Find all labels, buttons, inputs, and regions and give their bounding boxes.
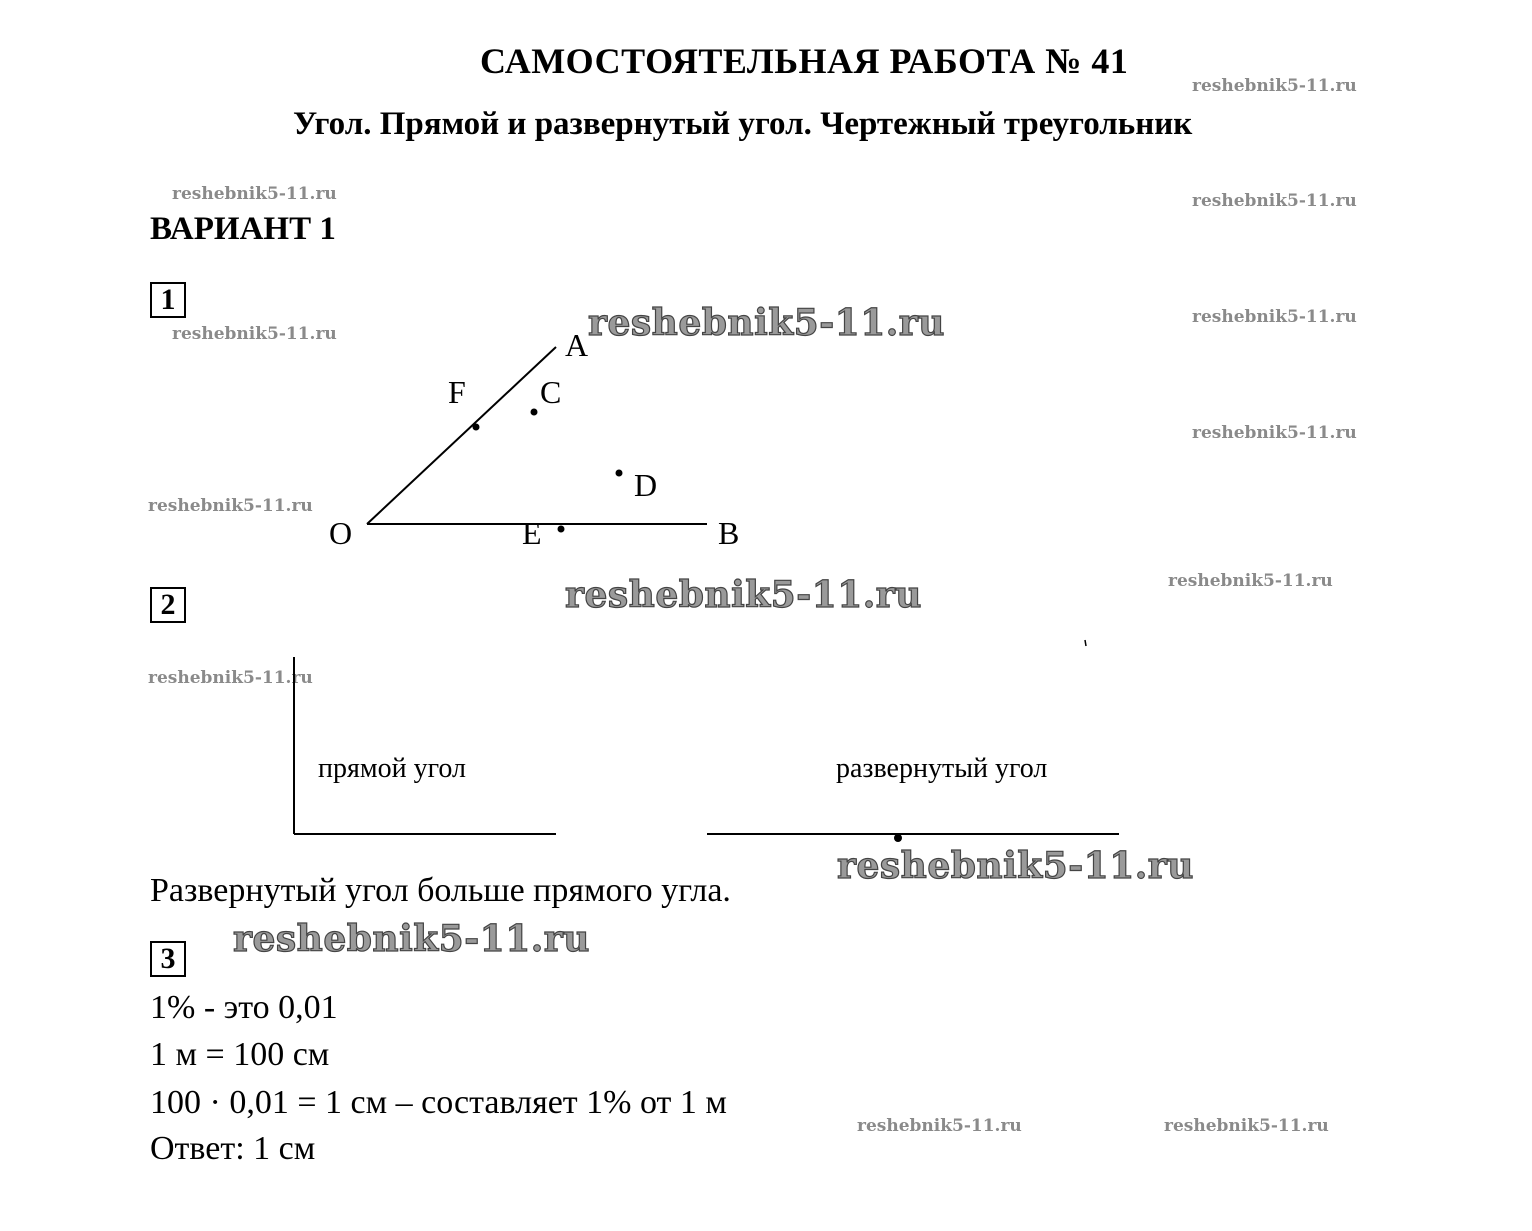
task-number-2: 2 [150, 587, 186, 623]
watermark: reshebnik5-11.ru [1192, 423, 1357, 443]
task3-answer: Ответ: 1 см [150, 1130, 316, 1167]
watermark-large: reshebnik5-11.ru [837, 845, 1194, 887]
page-title: САМОСТОЯТЕЛЬНАЯ РАБОТА № 41 [480, 41, 1129, 81]
watermark: reshebnik5-11.ru [857, 1116, 1022, 1136]
watermark: reshebnik5-11.ru [1168, 571, 1333, 591]
point-C [531, 409, 538, 416]
straight-angle-label: развернутый угол [836, 753, 1048, 784]
task3-line: 1% - это 0,01 [150, 989, 338, 1026]
task2-conclusion: Развернутый угол больше прямого угла. [150, 872, 731, 909]
page-subtitle: Угол. Прямой и развернутый угол. Чертежный треугольник [293, 106, 1193, 142]
watermark: reshebnik5-11.ru [148, 668, 313, 688]
task3-line: 100 · 0,01 = 1 см – составляет 1% от 1 м [150, 1084, 727, 1121]
watermark: reshebnik5-11.ru [148, 496, 313, 516]
straight-angle-vertex [894, 834, 902, 842]
label-C: C [540, 374, 562, 410]
point-E [558, 526, 565, 533]
task-number-3: 3 [150, 941, 186, 977]
task-number-1: 1 [150, 282, 186, 318]
variant-heading: ВАРИАНТ 1 [150, 211, 336, 247]
label-B: B [718, 515, 740, 551]
watermark: reshebnik5-11.ru [1164, 1116, 1329, 1136]
watermark-large: reshebnik5-11.ru [588, 302, 945, 344]
watermark: reshebnik5-11.ru [1192, 191, 1357, 211]
label-F: F [448, 374, 466, 410]
label-E: E [522, 515, 542, 551]
point-D [616, 470, 623, 477]
label-A: A [565, 327, 589, 363]
label-O: O [329, 515, 353, 551]
watermark-large: reshebnik5-11.ru [233, 918, 590, 960]
watermark-large: reshebnik5-11.ru [565, 574, 922, 616]
point-F [473, 424, 480, 431]
watermark: reshebnik5-11.ru [172, 324, 337, 344]
watermark: reshebnik5-11.ru [1192, 76, 1357, 96]
stray-mark [1085, 640, 1086, 646]
task3-line: 1 м = 100 см [150, 1036, 330, 1073]
label-D: D [634, 467, 658, 503]
right-angle-label: прямой угол [318, 753, 466, 784]
watermark: reshebnik5-11.ru [1192, 307, 1357, 327]
watermark: reshebnik5-11.ru [172, 184, 337, 204]
